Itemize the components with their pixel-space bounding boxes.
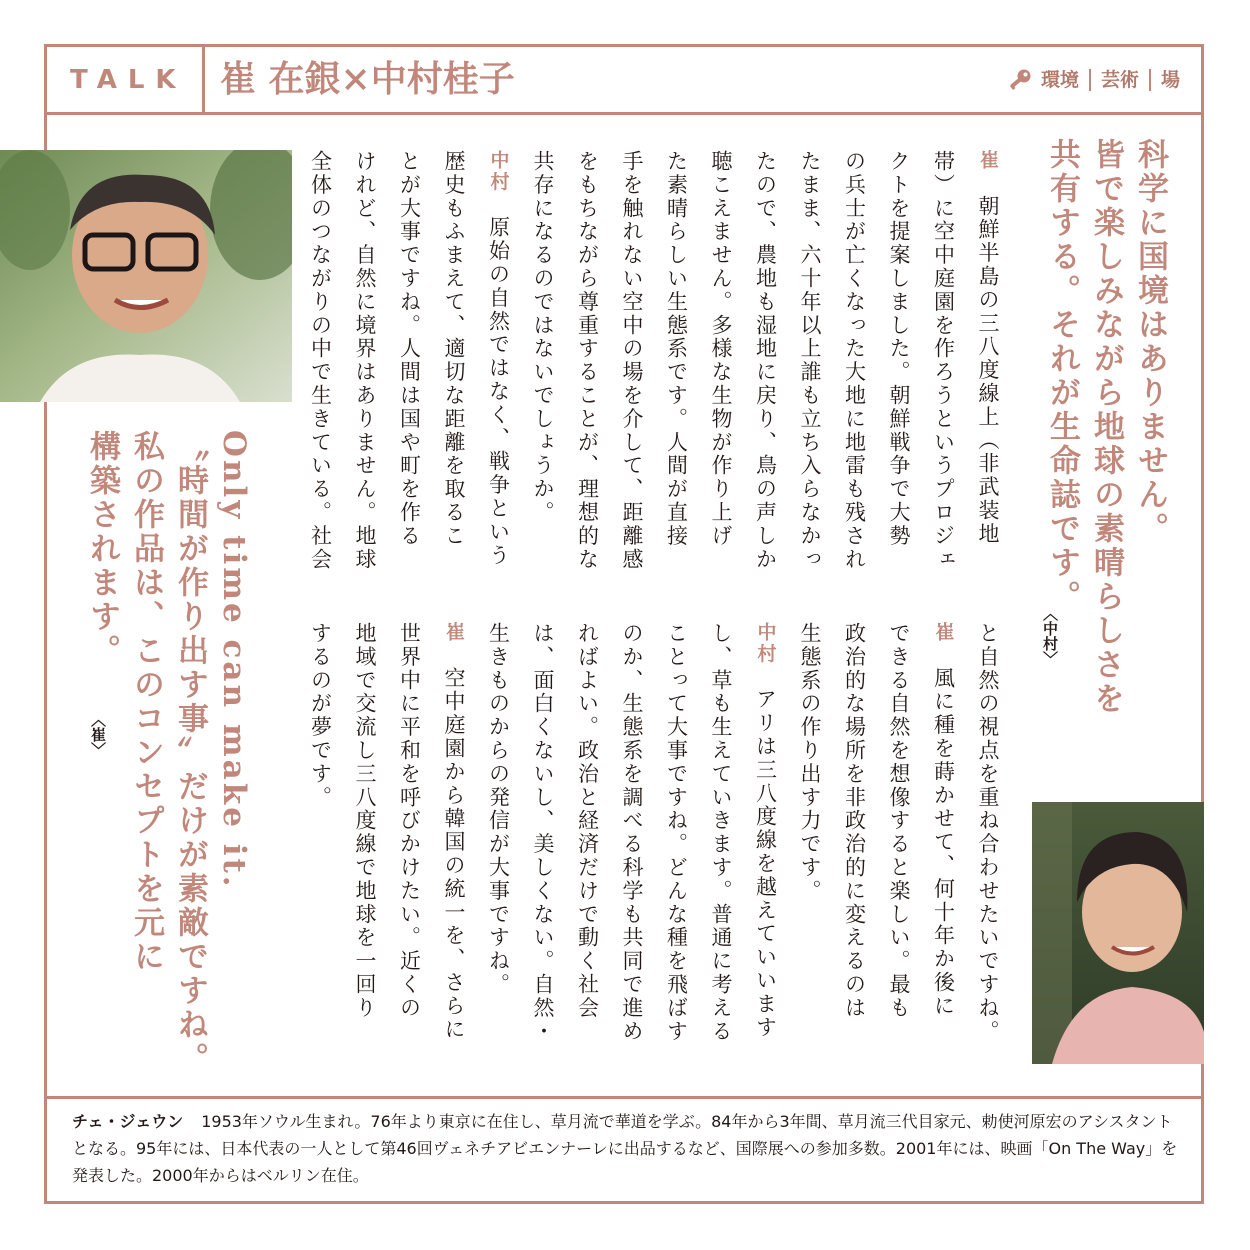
talk-label: TALK bbox=[70, 65, 187, 95]
column-text: た素晴らしい生態系です。人間が直接 bbox=[664, 150, 689, 548]
column-text: 帯）に空中庭園を作ろうというプロジェ bbox=[931, 150, 956, 572]
speaker-label: 崔 bbox=[443, 622, 465, 644]
text-column bbox=[966, 622, 1010, 1043]
column-text: し、草も生えていきます。普通に考える bbox=[709, 622, 733, 1044]
column-text: アリは三八度線を越えていいます bbox=[753, 688, 778, 1040]
quote-line: 私の作品は、このコンセプトを元に bbox=[128, 430, 164, 974]
column-text: 政治的な場所を非政治的に変えるのは bbox=[842, 622, 867, 1020]
text-column bbox=[966, 150, 1010, 546]
tag-separator bbox=[1089, 69, 1091, 91]
photo-nakamura bbox=[1032, 802, 1204, 1064]
column-text: をもちながら尊重することが、理想的な bbox=[575, 150, 600, 572]
text-column bbox=[699, 622, 743, 1043]
text-column bbox=[922, 150, 966, 571]
column-text: するのが夢です。 bbox=[308, 622, 333, 810]
column-text: のか、生態系を調べる科学も共同で進め bbox=[620, 622, 644, 1044]
column-text: 世界中に平和を呼びかけたい。近くの bbox=[397, 622, 422, 1020]
speaker-label: 崔 bbox=[932, 622, 955, 644]
speaker-label: 中村 bbox=[487, 150, 510, 193]
photo-choi bbox=[0, 150, 292, 402]
text-column bbox=[610, 622, 654, 1043]
quote-attribution: 〈崔〉 bbox=[89, 712, 107, 757]
text-column bbox=[566, 622, 610, 1020]
column-text: と自然の視点を重ね合わせたいですね。 bbox=[976, 622, 1000, 1044]
speaker-label: 崔 bbox=[977, 150, 999, 172]
column-text: は、面白くないし、美しくない。自然・ bbox=[531, 622, 555, 1044]
text-column bbox=[922, 622, 966, 1018]
text-column bbox=[299, 150, 343, 571]
text-column bbox=[566, 150, 610, 571]
text-column bbox=[432, 622, 476, 1041]
text-column bbox=[744, 622, 788, 1039]
quote-line: 科学に国境はありません。 bbox=[1132, 138, 1168, 546]
text-column bbox=[744, 150, 788, 571]
text-column bbox=[833, 150, 877, 571]
text-column bbox=[299, 622, 343, 809]
column-text: ことって大事ですね。どんな種を飛ばす bbox=[664, 622, 689, 1044]
text-column bbox=[610, 150, 654, 571]
key-icon bbox=[1007, 67, 1033, 93]
header-separator bbox=[202, 44, 205, 114]
speaker-label: 中村 bbox=[754, 622, 777, 665]
page-title: 崔 在銀×中村桂子 bbox=[220, 58, 515, 100]
text-column bbox=[788, 150, 832, 571]
quote-line: 共有する。それが生命誌です。 bbox=[1044, 138, 1080, 614]
column-text: 歴史もふまえて、適切な距離を取るこ bbox=[442, 150, 466, 548]
column-text: 朝鮮半島の三八度線上（非武装地 bbox=[976, 194, 1000, 546]
text-column bbox=[432, 150, 476, 548]
column-text: たまま、六十年以上誰も立ち入らなかっ bbox=[798, 150, 822, 572]
column-text: 手を触れない空中の場を介して、距離感 bbox=[620, 150, 644, 572]
column-text: 全体のつながりの中で生きている。社会 bbox=[308, 150, 333, 572]
tag-separator bbox=[1149, 69, 1151, 91]
quote-line: 〝時間が作り出す事〟だけが素敵ですね。 bbox=[172, 430, 208, 1076]
tag-place[interactable]: 場 bbox=[1160, 69, 1180, 91]
column-text: 原始の自然ではなく、戦争という bbox=[486, 216, 511, 568]
column-text: の兵士が亡くなった大地に地雷も残され bbox=[842, 150, 867, 572]
column-text: たので、農地も湿地に戻り、鳥の声しか bbox=[753, 150, 778, 572]
column-text: 空中庭園から韓国の統一を、さらに bbox=[442, 666, 466, 1042]
column-text: けれど、自然に境界はありません。地球 bbox=[353, 150, 377, 572]
column-text: 地域で交流し三八度線で地球を一回り bbox=[353, 622, 377, 1020]
column-text: 風に種を蒔かせて、何十年か後に bbox=[931, 666, 956, 1018]
text-column bbox=[343, 622, 387, 1020]
text-column bbox=[877, 150, 921, 548]
quote-line: 構築されます。 bbox=[84, 430, 120, 668]
footer-divider bbox=[44, 1096, 1204, 1099]
quote-attribution: 〈中村〉 bbox=[1041, 606, 1059, 666]
text-column bbox=[343, 150, 387, 571]
column-text: とが大事ですね。人間は国や町を作る bbox=[397, 150, 422, 548]
text-column bbox=[521, 150, 565, 524]
text-column bbox=[388, 150, 432, 548]
text-column bbox=[477, 150, 521, 567]
tag-environment[interactable]: 環境 bbox=[1040, 69, 1079, 91]
text-column bbox=[877, 622, 921, 1020]
text-column bbox=[521, 622, 565, 1043]
profile-bio: 1953年ソウル生まれ。76年より東京に在住し、草月流で華道を学ぶ。84年から3年間、草月流三代目家元、勅使河原宏のアシスタントとなる。95年には、日本代表の一人として第46回ヴェネチアビエンナーレに出品するなど、国際展への参加多数。2001年には、映画「On The Way」を発表した。2000年からはベルリン在住。 bbox=[72, 1112, 1178, 1185]
header-divider bbox=[44, 112, 1204, 115]
column-text: できる自然を想像すると楽しい。最も bbox=[887, 622, 911, 1020]
quote-line: 皆で楽しみながら地球の素晴らしさを bbox=[1088, 138, 1124, 716]
profile-footer bbox=[72, 1108, 1182, 1189]
column-text: ればよい。政治と経済だけで動く社会 bbox=[575, 622, 600, 1020]
text-column bbox=[655, 622, 699, 1043]
text-column bbox=[788, 622, 832, 903]
column-text: 聴こえません。多様な生物が作り上げ bbox=[709, 150, 733, 548]
text-column bbox=[833, 622, 877, 1020]
keyword-tags bbox=[1007, 64, 1180, 96]
column-text: クトを提案しました。朝鮮戦争で大勢 bbox=[887, 150, 911, 548]
text-column bbox=[477, 622, 521, 996]
quote-line: Only time can make it. bbox=[216, 430, 252, 890]
profile-name: チェ・ジェウン bbox=[72, 1112, 184, 1131]
column-text: 生きものからの発信が大事ですね。 bbox=[486, 622, 511, 997]
text-column bbox=[388, 622, 432, 1020]
column-text: 生態系の作り出す力です。 bbox=[798, 622, 822, 903]
tag-art[interactable]: 芸術 bbox=[1100, 69, 1139, 91]
text-column bbox=[655, 150, 699, 548]
text-column bbox=[699, 150, 743, 548]
column-text: 共存になるのではないでしょうか。 bbox=[531, 150, 555, 525]
